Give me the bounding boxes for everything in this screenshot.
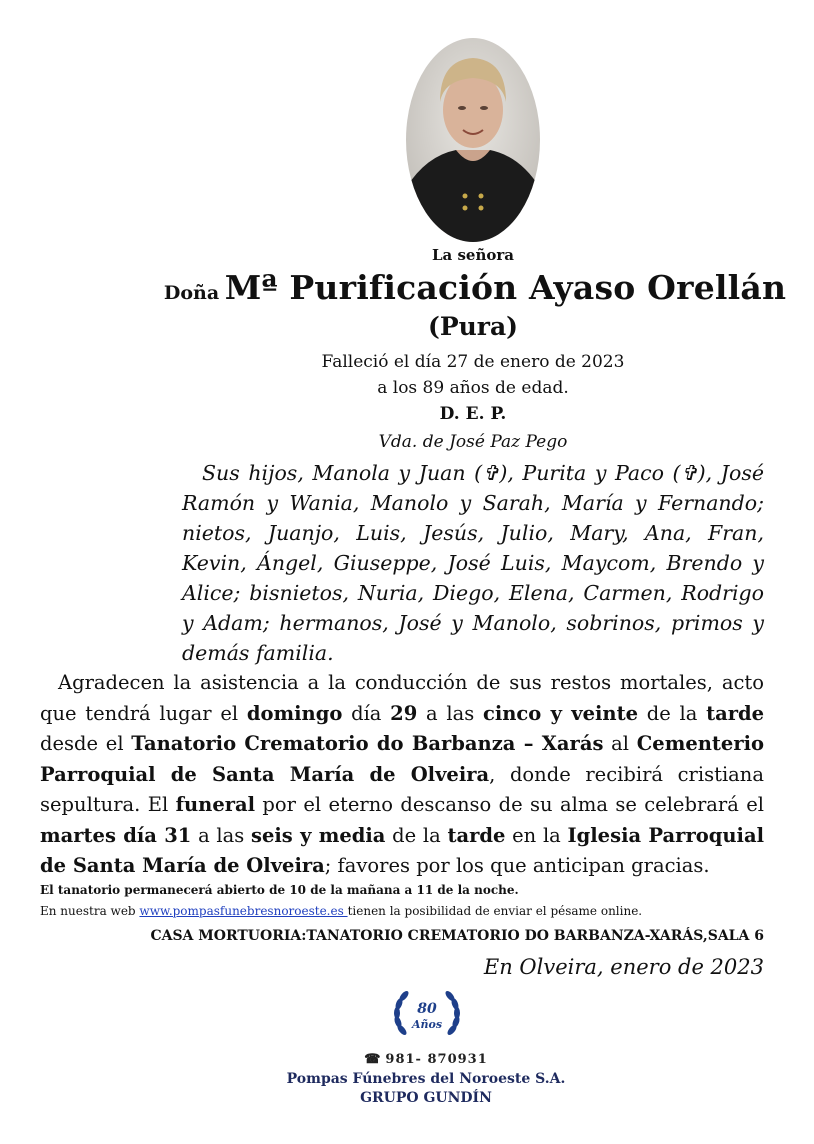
ceremony-details: Agradecen la asistencia a la conducción de sus restos mortales, acto que tendrá lugar el domingo día 29 a las cinco y veinte de la tarde desde el Tanatorio Crematorio do Barbanza – Xarás al Cementerio Parroquial de Santa María de Olveira, donde recibirá cristiana sepultura. El funeral por el eterno descanso de su alma se celebrará el martes día 31 a las seis y media de la tarde en la Iglesia Parroquial de Santa María de Olveira; favores por los que anticipan gracias. (40, 671, 765, 877)
rip-text: D. E. P. (439, 404, 507, 424)
place-and-date: En Olveira, enero de 2023 (483, 955, 764, 979)
website-link[interactable]: www.pompasfunebresnoroeste.es (139, 904, 348, 918)
name-main: Mª Purificación Ayaso Orellán (224, 268, 787, 307)
phone-number: 981- 870931 (385, 1052, 488, 1067)
company-name: Pompas Fúnebres del Noroeste S.A. (286, 1071, 566, 1087)
tanatorio-hours-note: El tanatorio permanecerá abierto de 10 de la mañana a 11 de la noche. (40, 883, 519, 897)
widow-of: Vda. de José Paz Pego (378, 432, 568, 452)
intro-text: La señora (431, 246, 514, 264)
age-at-death: a los 89 años de edad. (377, 378, 569, 398)
web-condolence-note: En nuestra web www.pompasfunebresnoroeste.es tienen la posibilidad de enviar el pésame online. (40, 904, 643, 918)
funeral-home-location: CASA MORTUORIA:TANATORIO CREMATORIO DO BARBANZA-XARÁS,SALA 6 (150, 928, 764, 944)
logo-number: 80 (417, 1001, 437, 1017)
family-members: Sus hijos, Manola y Juan (✞), Purita y Paco (✞), José Ramón y Wania, Manolo y Sarah, María y Fernando; nietos, Juanjo, Luis, Jesús, Julio, Mary, Ana, Fran, Kevin, Ángel, Giuseppe, José Luis, Maycom, Brendo y Alice; bisnietos, Nuria, Diego, Elena, Carmen, Rodrigo y Adam; hermanos, José y Manolo, sobrinos, primos y demás familia. (182, 461, 764, 665)
group-name: GRUPO GUNDÍN (360, 1090, 492, 1106)
logo-word: Años (411, 1018, 443, 1031)
phone-line (340, 1052, 512, 1067)
anniversary-logo (384, 986, 470, 1046)
deceased-name (150, 268, 800, 307)
date-of-death: Falleció el día 27 de enero de 2023 (321, 352, 625, 372)
name-prefix: Doña (163, 282, 220, 304)
phone-icon: ☎ (364, 1052, 382, 1067)
nickname: (Pura) (427, 312, 518, 341)
portrait-photo (406, 38, 540, 242)
